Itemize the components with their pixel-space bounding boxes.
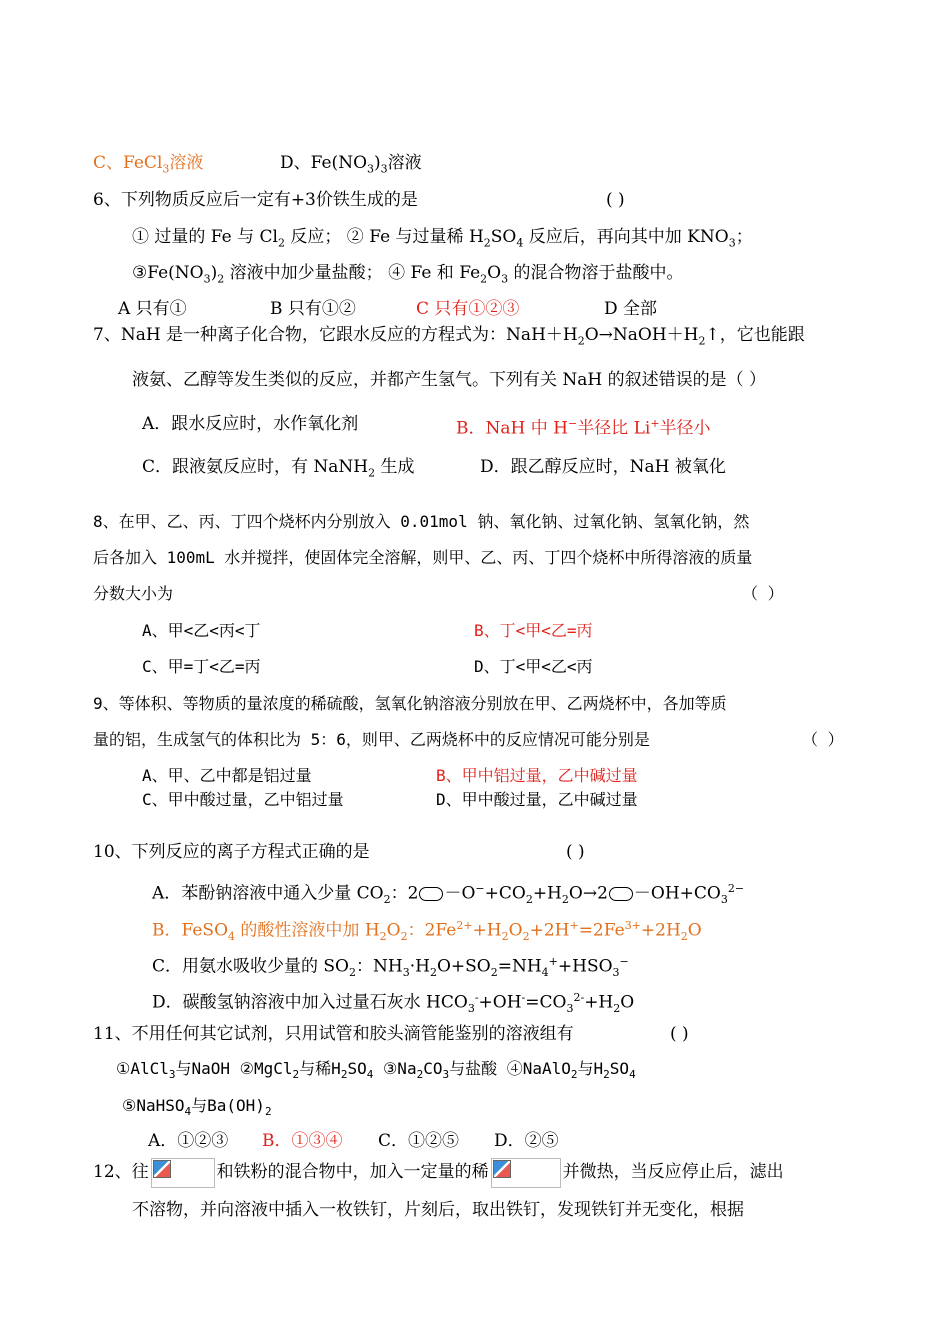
q6-statement-line-1: ① 过量的 Fe 与 $Cl_2$ 反应； ② Fe 与过量稀 $H_2SO_4$ 反应后，再向其中加 $KNO_3$； [132, 227, 753, 250]
q10-option-c: C．用氨水吸收少量的 $SO_2$：$NH_3\cdot H_2O+SO_2=NH_4^++HSO_3^-$ [152, 955, 629, 980]
q8-option-c: C、甲=丁<乙=丙 [142, 657, 261, 676]
q6-stem: 6、下列物质反应后一定有+3价铁生成的是 [93, 190, 418, 210]
q5-option-c: C、FeCl$_3$溶液 [93, 153, 204, 176]
broken-image-icon [151, 1158, 215, 1188]
benzene-ring-icon [609, 887, 633, 901]
q10-stem: 10、下列反应的离子方程式正确的是 [93, 842, 370, 862]
q7-option-d: D．跟乙醇反应时，NaH 被氧化 [480, 457, 726, 477]
broken-image-icon [491, 1158, 561, 1188]
q8-option-b: B、丁<甲<乙=丙 [474, 621, 593, 640]
q7-stem: 7、NaH 是一种离子化合物，它跟水反应的方程式为：$NaH+H_2O\to NaOH+H_2↑$，它也能跟 [93, 325, 805, 348]
q11-option-d: D．②⑤ [494, 1131, 559, 1151]
q8-stem-line-1: 8、在甲、乙、丙、丁四个烧杯内分别放入 0.01mol 钠、氧化钠、过氧化钠、氢氧化钠，然 [93, 512, 750, 531]
q8-stem-line-3: 分数大小为 [93, 584, 174, 603]
q6-option-a: A 只有① [118, 299, 187, 319]
q11-option-c: C．①②⑤ [378, 1131, 460, 1151]
q12-stem-line-1: 12、往 和铁粉的混合物中，加入一定量的稀 并微热，当反应停止后，滤出 [93, 1157, 784, 1188]
benzene-ring-icon [419, 887, 443, 901]
q10-answer-bracket: ( ) [566, 842, 585, 862]
q9-option-d: D、甲中酸过量，乙中碱过量 [436, 790, 638, 809]
q11-pairs-line-1: ①AlCl$_3$与NaOH ②MgCl$_2$与稀$H_2SO_4$ $③Na_2CO_3$与盐酸 ④NaAlO$_2$与$H_2SO_4$ [116, 1059, 636, 1082]
q7-option-c: C．跟液氨反应时，有 NaNH$_2$ 生成 [142, 457, 415, 480]
q11-option-a: A．①②③ [148, 1131, 229, 1151]
q10-option-b: B．FeSO$_4$ 的酸性溶液中加 $H_2O_2$：$2Fe^{2+}+H_2O_2+2H^+=2Fe^{3+}+2H_2O$ [152, 919, 702, 944]
q11-option-b: B．①③④ [262, 1131, 343, 1151]
q6-option-c: C 只有①②③ [416, 299, 520, 319]
q11-answer-bracket: ( ) [670, 1024, 689, 1044]
q7-option-b: B．NaH 中 H−半径比 Li+半径小 [456, 417, 711, 439]
q9-option-c: C、甲中酸过量，乙中铝过量 [142, 790, 344, 809]
q9-option-a: A、甲、乙中都是铝过量 [142, 766, 312, 785]
q8-stem-line-2: 后各加入 100mL 水并搅拌，使固体完全溶解，则甲、乙、丙、丁四个烧杯中所得溶液的质量 [93, 548, 753, 567]
q8-answer-bracket: （ ） [742, 584, 784, 603]
q12-stem-line-2: 不溶物，并向溶液中插入一枚铁钉，片刻后，取出铁钉，发现铁钉并无变化，根据 [132, 1200, 744, 1220]
q8-option-a: A、甲<乙<丙<丁 [142, 621, 261, 640]
q9-answer-bracket: （ ） [802, 730, 844, 749]
q11-stem: 11、不用任何其它试剂，只用试管和胶头滴管能鉴别的溶液组有 [93, 1024, 574, 1044]
q10-option-a: A．苯酚钠溶液中通入少量 $CO_2$：$2 -O^-+CO_2+H_2O\to 2 -OH+CO_3^{2-}$ [152, 882, 745, 907]
q6-option-d: D 全部 [604, 299, 658, 319]
q5-option-d: D、$Fe(NO_3)_3$溶液 [280, 153, 422, 176]
q6-option-b: B 只有①② [270, 299, 356, 319]
q10-option-d: D．碳酸氢钠溶液中加入过量石灰水 $HCO_3^-+OH^-=CO_3^{2-}+H_2O$ [152, 991, 635, 1016]
q7-stem-line-2: 液氨、乙醇等发生类似的反应，并都产生氢气。下列有关 NaH 的叙述错误的是（ ） [132, 370, 767, 390]
q9-stem-line-2: 量的铝，生成氢气的体积比为 5：6，则甲、乙两烧杯中的反应情况可能分别是 [93, 730, 650, 749]
q9-option-b: B、甲中铝过量，乙中碱过量 [436, 766, 638, 785]
q9-stem-line-1: 9、等体积、等物质的量浓度的稀硫酸，氢氧化钠溶液分别放在甲、乙两烧杯中，各加等质 [93, 694, 727, 713]
q8-option-d: D、丁<甲<乙<丙 [474, 657, 593, 676]
q11-pairs-line-2: ⑤NaHSO$_4$与$Ba(OH)_2$ [122, 1096, 272, 1119]
q7-option-a: A．跟水反应时，水作氧化剂 [142, 414, 359, 434]
q6-answer-bracket: ( ) [606, 190, 625, 210]
q6-statement-line-2: $③Fe(NO_3)_2$ 溶液中加少量盐酸； ④ Fe 和 $Fe_2O_3$ 的混合物溶于盐酸中。 [132, 263, 684, 286]
